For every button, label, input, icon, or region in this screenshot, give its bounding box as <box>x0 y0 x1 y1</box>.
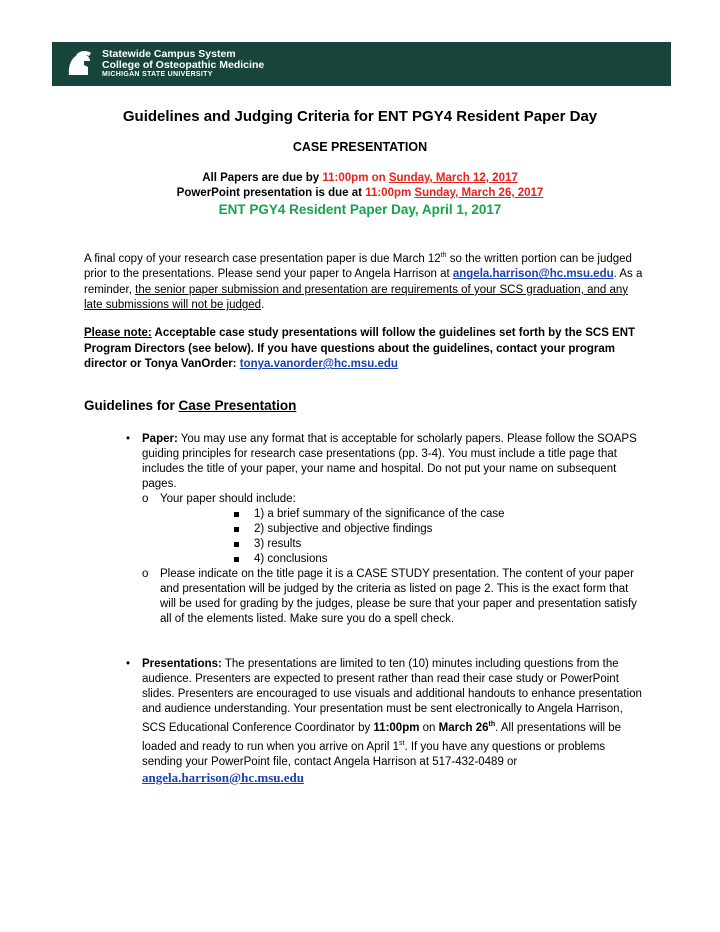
paper-sub2-text: Please indicate on the title page it is a CASE STUDY presentation. The content of your paper and presentation will be judged by the criteria as listed on page 2. This is the exact form that will be used for grading by the judges, please be sure that your paper and presentation satisfy all of the elements listed. Make sure you do a spell check. <box>160 568 637 625</box>
ppt-due-line <box>0 187 720 199</box>
presentations-on: on <box>419 721 439 734</box>
paper-sub1 <box>142 492 642 507</box>
presentations-email-link[interactable]: angela.harrison@hc.msu.edu <box>142 769 304 785</box>
presentations-label: Presentations: <box>142 658 222 670</box>
header-banner <box>52 42 671 86</box>
paper-text: You may use any format that is acceptable for scholarly papers. Please follow the SOAPS guiding principles for research case presentations (pp. 3-4). You must include a title page that includes the title of your paper, your name and hospital. Do not put your name on subsequent pages. <box>142 433 637 490</box>
square-bullet-icon <box>234 527 239 532</box>
papers-due-line <box>0 172 720 184</box>
presentations-april-sup: st <box>399 739 405 747</box>
page-title: Guidelines and Judging Criteria for ENT PGY4 Resident Paper Day <box>122 108 598 125</box>
intro-text-1: A final copy of your research case presentation paper is due March 12 <box>84 252 441 265</box>
event-line-wrap <box>0 202 720 217</box>
presentations-date-sup: th <box>488 721 496 728</box>
paper-label: Paper: <box>142 433 178 445</box>
paper-sub1-text: Your paper should include: <box>160 493 296 505</box>
spartan-helmet-logo <box>62 47 96 81</box>
note-text: Acceptable case study presentations will follow the guidelines set forth by the SCS ENT Program Directors (see below). If you have questions about the guidelines, contact your program director or Tonya VanOrder: <box>84 327 636 370</box>
intro-text-3: . As a reminder, <box>84 268 643 296</box>
header-text <box>102 49 264 78</box>
bullet-dot-icon: • <box>126 433 131 445</box>
paper-item-1-text: 1) a brief summary of the significance of the case <box>254 508 505 520</box>
due1-time: 11:00pm on <box>322 172 389 184</box>
due1-pre: All Papers are due by <box>202 172 323 184</box>
presentations-time: 11:00pm <box>373 721 420 734</box>
bullet-dot-icon: • <box>126 658 131 670</box>
paper-bullet <box>126 432 646 492</box>
intro-text-2: so the written portion can be judged prior to the presentations. Please send your paper to Angela Harrison at <box>84 252 632 281</box>
paper-item-3-text: 3) results <box>254 538 302 550</box>
due2-pre: PowerPoint presentation is due at <box>176 187 366 199</box>
note-label: Please note: <box>84 327 152 339</box>
paper-bullet-text <box>142 432 646 492</box>
paper-item-4-text: 4) conclusions <box>254 553 328 565</box>
intro-text-4: . <box>261 299 265 312</box>
paper-item-2-text: 2) subjective and objective findings <box>254 523 433 535</box>
due1-date: Sunday, March 12, 2017 <box>388 172 518 184</box>
presentations-text-1: The presentations are limited to ten (10) minutes including questions from the audience. Presenters are expected to present rather than read their case study or PowerPoint slides. Presenters are encouraged to use visuals and additional handouts to enhance presentation and audience understanding. Your presentation must be sent electronically to Angela Harrison, SCS Educational Conference Coordinator by <box>142 658 642 734</box>
presentations-bullet-text <box>142 657 646 787</box>
note-paragraph <box>84 326 644 373</box>
header-line-2: College of Osteopathic Medicine <box>102 59 265 72</box>
subtitle: CASE PRESENTATION <box>292 140 428 154</box>
presentations-text-2: . All presentations will be loaded and ready to run when you arrive on April 1 <box>142 721 622 753</box>
paper-item-4 <box>234 552 614 567</box>
header-line-1: Statewide Campus System <box>102 48 236 61</box>
paper-item-1 <box>234 507 614 522</box>
presentations-text-3: . If you have any questions or problems sending your PowerPoint file, contact Angela Harrison at 517-432-0489 or <box>142 740 606 768</box>
event-line: ENT PGY4 Resident Paper Day, April 1, 2017 <box>218 202 502 217</box>
due2-time: 11:00pm <box>365 187 412 199</box>
due2-date: Sunday, March 26, 2017 <box>414 187 544 199</box>
paper-item-2 <box>234 522 614 537</box>
square-bullet-icon <box>234 512 239 517</box>
intro-sup: th <box>440 252 447 259</box>
intro-email-link[interactable]: angela.harrison@hc.msu.edu <box>452 268 614 281</box>
presentations-date: March 26 <box>438 721 489 734</box>
intro-paragraph <box>84 248 644 314</box>
circle-bullet-icon: o <box>142 568 149 580</box>
circle-bullet-icon: o <box>142 493 149 505</box>
square-bullet-icon <box>234 542 239 547</box>
presentations-bullet <box>126 657 646 787</box>
header-line-3: MICHIGAN STATE UNIVERSITY <box>102 71 213 79</box>
intro-underlined: the senior paper submission and presentation are requirements of your SCS graduation, and any late submissions will not be judged <box>84 283 629 312</box>
guidelines-heading <box>84 398 296 413</box>
paper-sub2 <box>142 567 642 627</box>
guidelines-heading-underlined: Case Presentation <box>178 398 297 413</box>
paper-item-3 <box>234 537 614 552</box>
note-email-link[interactable]: tonya.vanorder@hc.msu.edu <box>239 358 398 370</box>
square-bullet-icon <box>234 557 239 562</box>
guidelines-heading-pre: Guidelines for <box>84 398 179 413</box>
